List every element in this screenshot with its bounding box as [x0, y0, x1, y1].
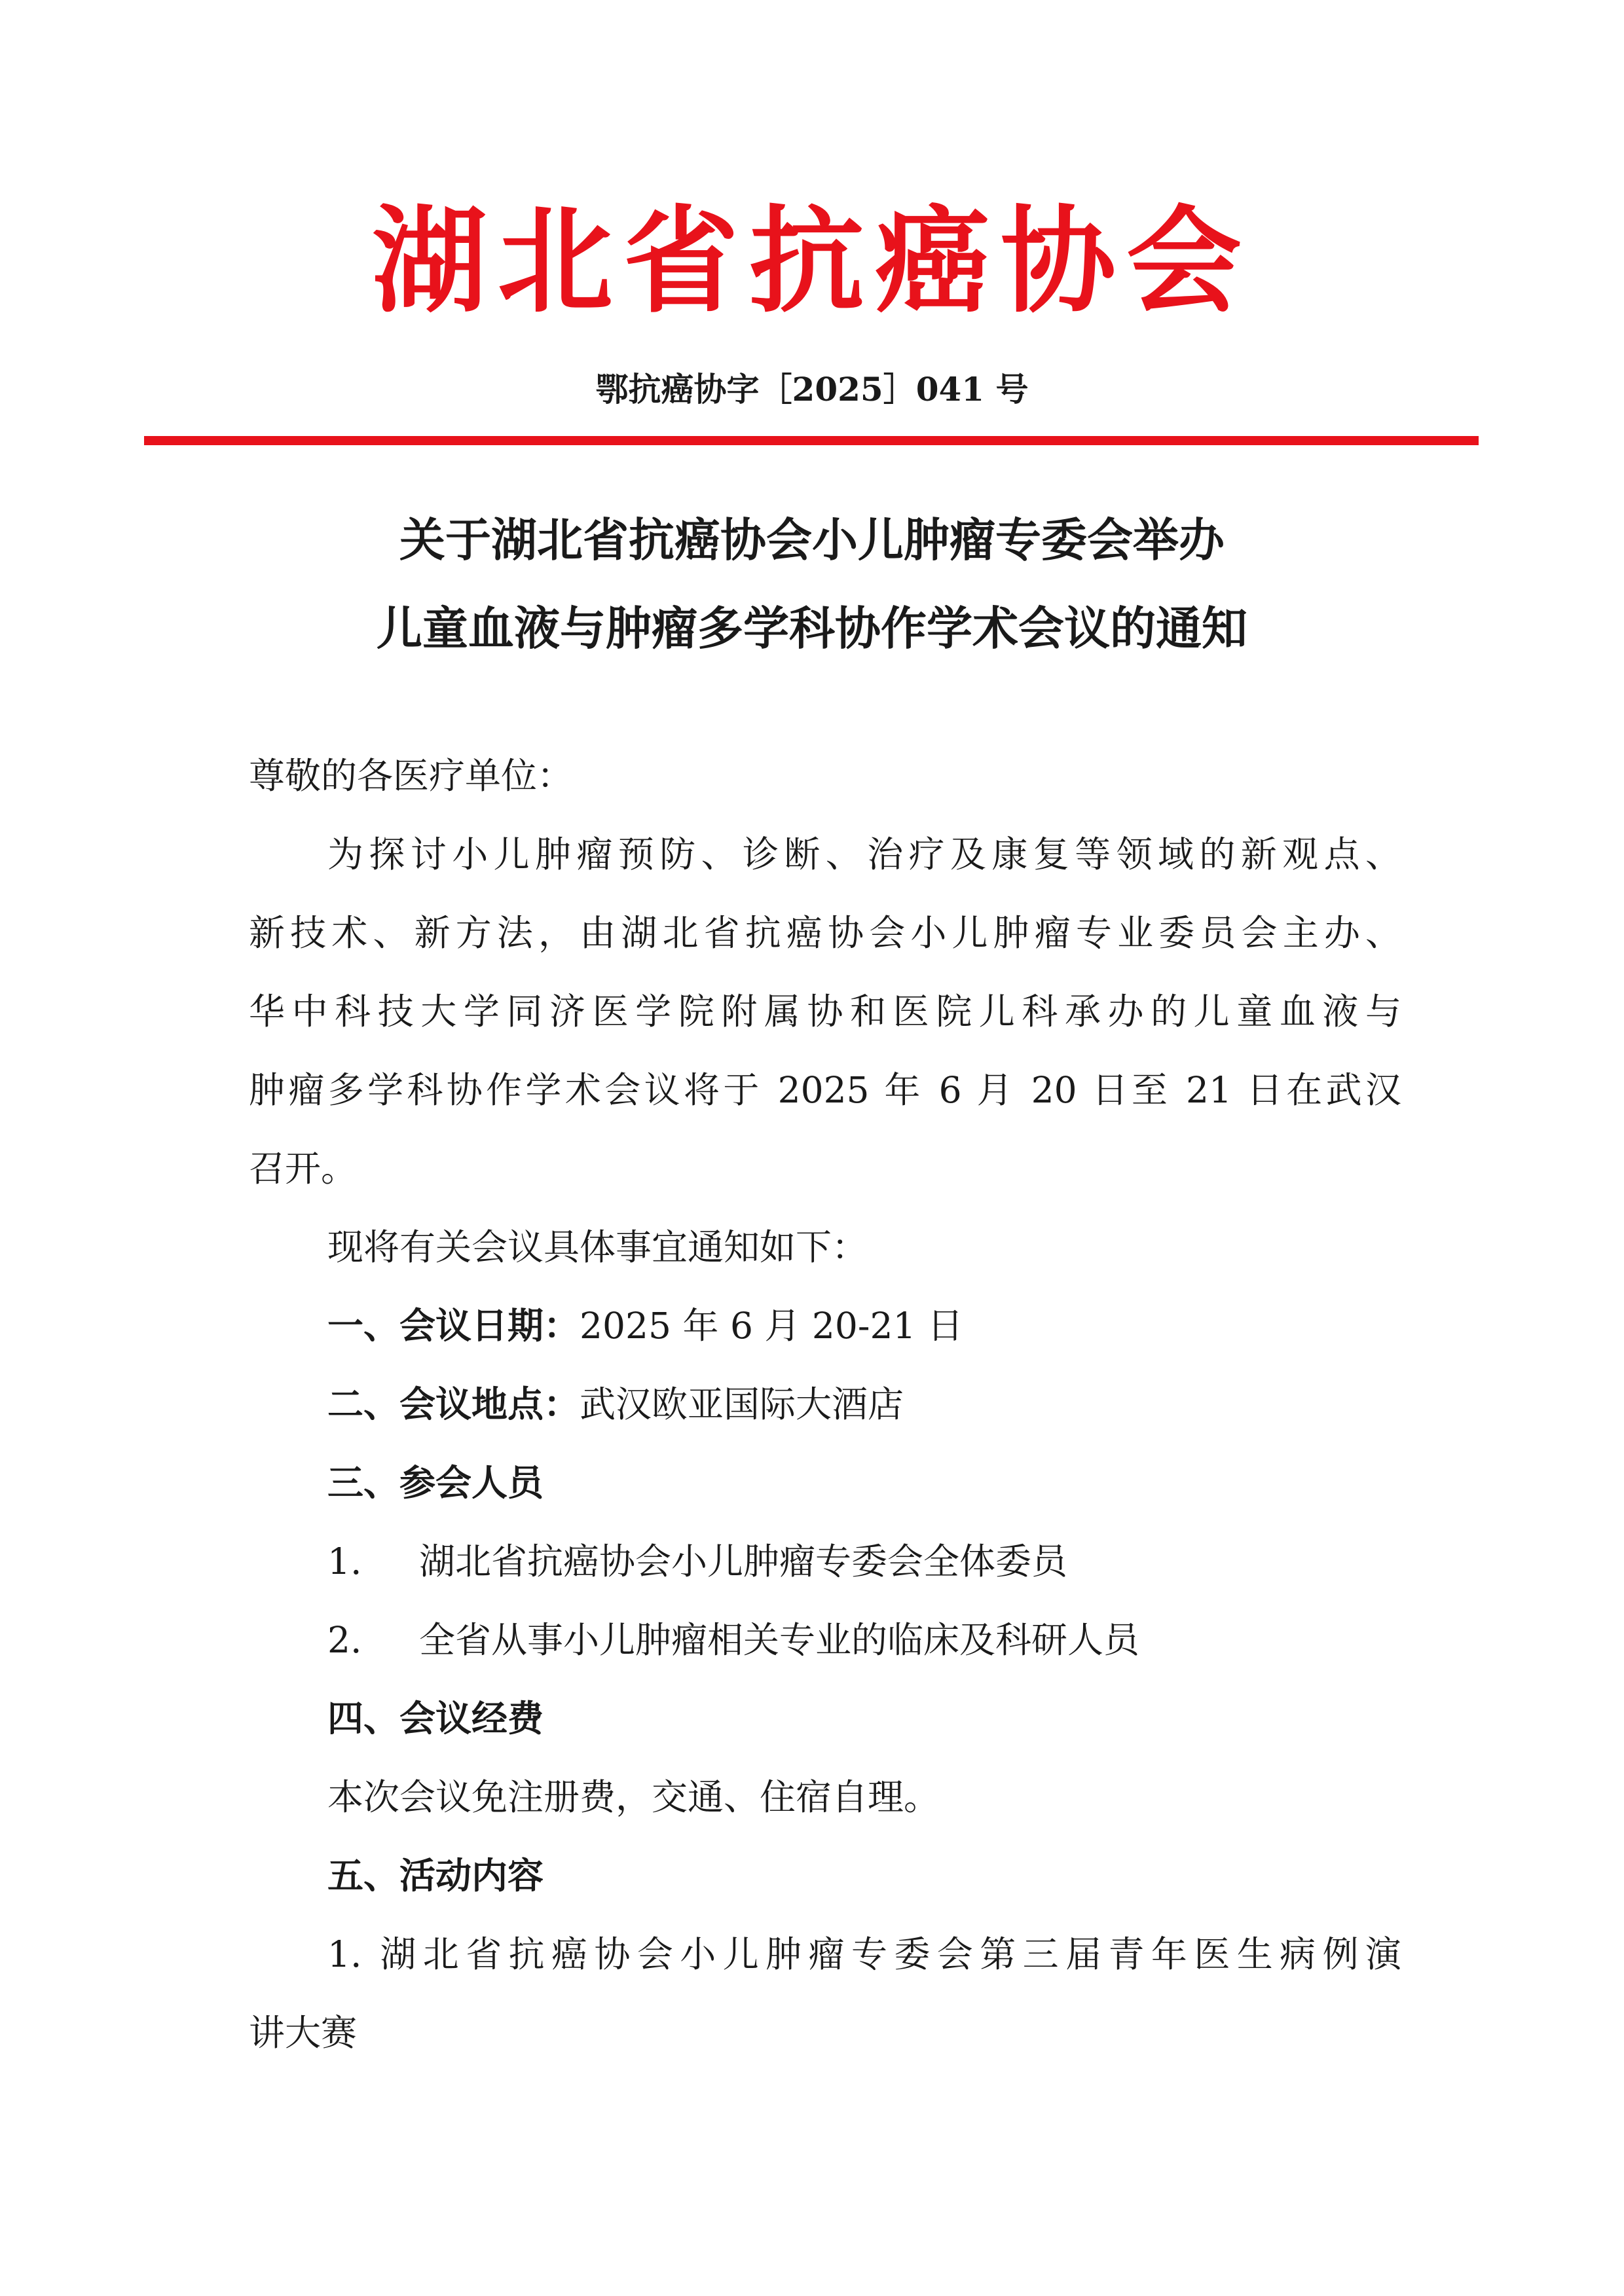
participant-item-2-number: 2.: [327, 1619, 362, 1661]
section-2-value: 武汉欧亚国际大酒店: [580, 1383, 904, 1425]
document-number: 鄂抗癌协字［2025］041 号: [595, 370, 1029, 409]
salutation: 尊敬的各医疗单位：: [249, 755, 574, 797]
participant-item-1-number: 1.: [327, 1540, 362, 1582]
notice-title-line-1: 关于湖北省抗癌协会小儿肿瘤专委会举办: [399, 513, 1225, 567]
section-4-label: 四、会议经费: [327, 1697, 544, 1740]
section-2-meeting-venue: [327, 1378, 1401, 1430]
section-4-text: 本次会议免注册费，交通、住宿自理。: [327, 1776, 940, 1818]
section-1-label: 一、会议日期：: [327, 1304, 580, 1347]
lead-in: 现将有关会议具体事宜通知如下：: [327, 1226, 868, 1268]
participant-item-2: [327, 1614, 1401, 1666]
letterhead-org-name: 湖北省抗癌协会: [371, 194, 1252, 329]
activity-item-1-line-2: 讲大赛: [249, 2012, 358, 2054]
intro-line-5: 召开。: [249, 1148, 358, 1190]
participant-item-1-text: 湖北省抗癌协会小儿肿瘤专委会全体委员: [419, 1540, 1068, 1582]
section-1-value: 2025 年 6 月 20-21 日: [580, 1305, 963, 1347]
intro-line-4: 肿瘤多学科协作学术会议将于 2025 年 6 月 20 日至 21 日在武汉: [249, 1069, 1401, 1111]
activity-item-1-line-1: 1. 湖北省抗癌协会小儿肿瘤专委会第三届青年医生病例演: [327, 1933, 1401, 1975]
section-3-label: 三、参会人员: [327, 1461, 544, 1504]
participant-item-1: [327, 1535, 1401, 1588]
intro-line-2: 新技术、新方法，由湖北省抗癌协会小儿肿瘤专业委员会主办、: [249, 912, 1401, 954]
notice-title-line-2: 儿童血液与肿瘤多学科协作学术会议的通知: [377, 601, 1247, 655]
red-divider-rule: [144, 436, 1479, 445]
intro-line-1: 为探讨小儿肿瘤预防、诊断、治疗及康复等领域的新观点、: [327, 833, 1401, 875]
section-5-label: 五、活动内容: [327, 1854, 544, 1897]
section-1-meeting-date: [327, 1300, 1401, 1352]
participant-item-2-text: 全省从事小儿肿瘤相关专业的临床及科研人员: [419, 1619, 1140, 1661]
section-2-label: 二、会议地点：: [327, 1383, 580, 1425]
intro-line-3: 华中科技大学同济医学院附属协和医院儿科承办的儿童血液与: [249, 991, 1401, 1032]
